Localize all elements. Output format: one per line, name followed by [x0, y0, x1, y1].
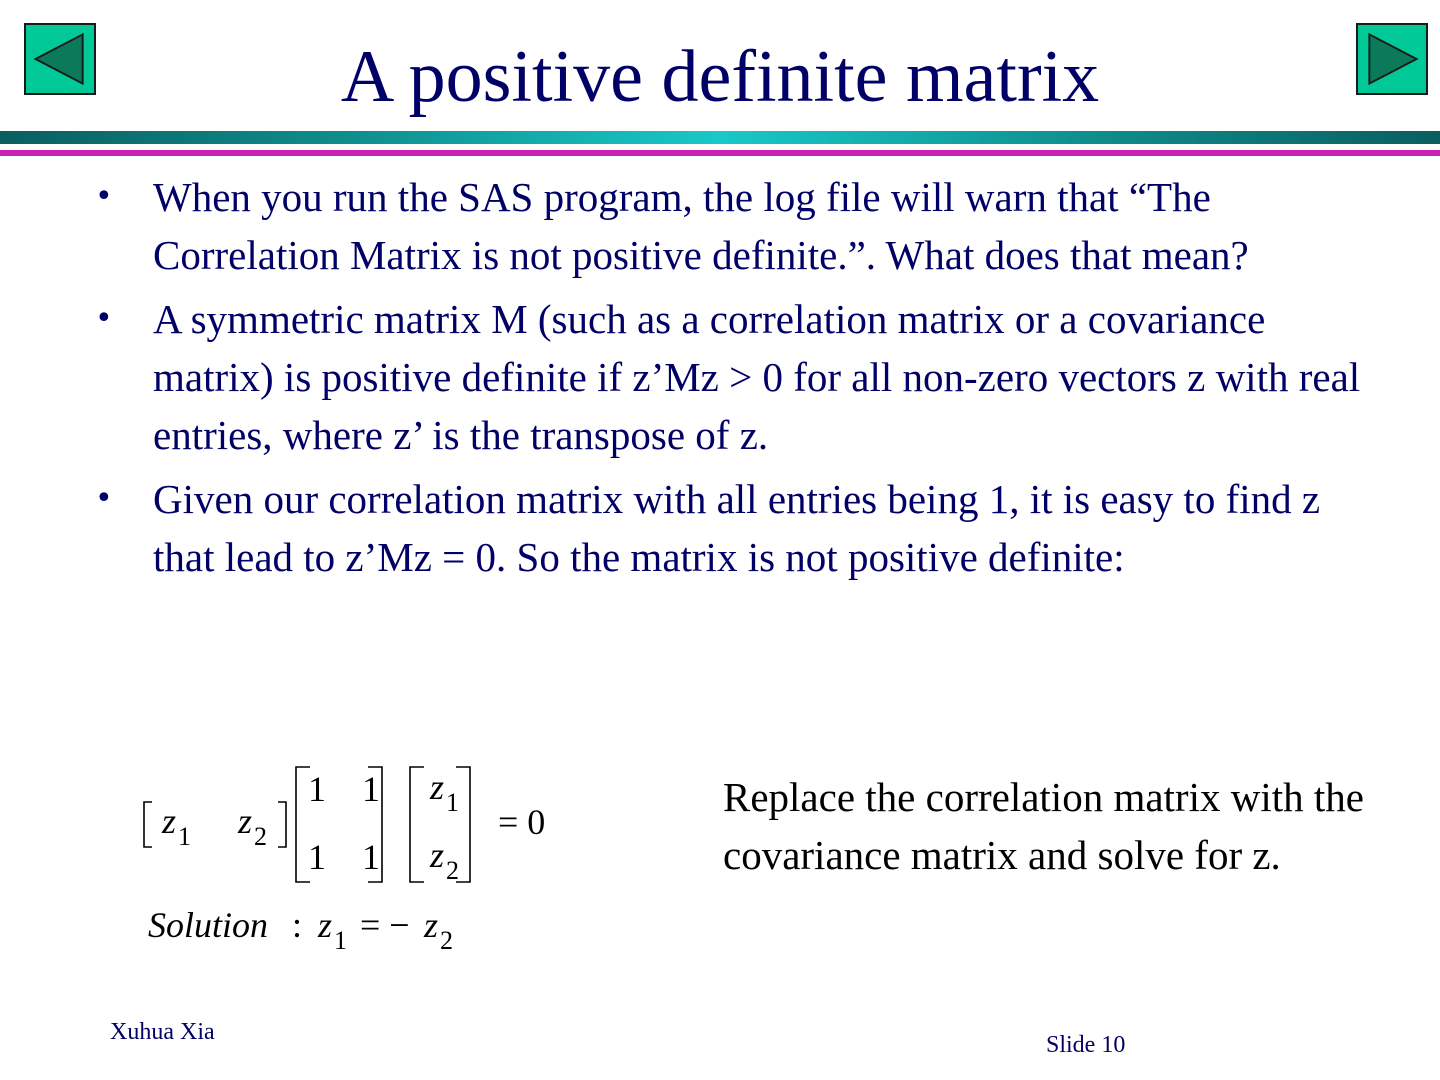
bullet-list: [95, 168, 1385, 592]
col-z2: z: [430, 835, 445, 875]
row-z1: z: [162, 801, 177, 841]
bullet-text: A symmetric matrix M (such as a correlation matrix or a covariance matrix) is positive definite if z’Mz > 0 for all non-zero vectors z with real entries, where z’ is the transpose of z.: [153, 296, 1361, 458]
solution-z1: z: [318, 905, 333, 945]
solution-colon: :: [292, 905, 303, 945]
matrix-entry: 1: [308, 837, 326, 877]
bullet-text: When you run the SAS program, the log file will warn that “The Correlation Matrix is not positive definite.”. What does that mean?: [153, 174, 1249, 278]
bullet-dot-icon: •: [95, 301, 113, 336]
title-divider-magenta: [0, 150, 1440, 156]
solution-z2: z: [424, 905, 439, 945]
col-z1-sub: 1: [446, 788, 459, 817]
solution-z2-sub: 2: [440, 926, 453, 955]
solution-z1-sub: 1: [334, 926, 347, 955]
footer-slide-number: Slide 10: [1046, 1032, 1126, 1058]
side-note: Replace the correlation matrix with the covariance matrix and solve for z.: [723, 774, 1364, 878]
bullet-text: Given our correlation matrix with all entries being 1, it is easy to find z that lead to z’Mz = 0. So the matrix is not positive definite:: [153, 476, 1321, 580]
bullet-dot-icon: •: [95, 179, 113, 214]
equals-zero: = 0: [498, 802, 546, 842]
slide-title: A positive definite matrix: [340, 36, 1100, 118]
footer-author: Xuhua Xia: [110, 1019, 215, 1045]
row-z1-sub: 1: [178, 822, 191, 851]
matrix-entry: 1: [362, 837, 380, 877]
solution-label: Solution: [148, 905, 269, 945]
row-z2: z: [238, 801, 253, 841]
matrix-equation: [140, 755, 570, 965]
solution-equals-minus: = −: [360, 905, 410, 945]
col-z1: z: [430, 767, 445, 807]
bullet-dot-icon: •: [95, 481, 113, 516]
bullet-item: [95, 290, 1385, 464]
matrix-entry: 1: [362, 769, 380, 809]
title-divider-teal: [0, 131, 1440, 144]
row-z2-sub: 2: [254, 822, 267, 851]
col-z2-sub: 2: [446, 856, 459, 885]
bullet-item: [95, 470, 1385, 586]
matrix-entry: 1: [308, 769, 326, 809]
bullet-item: [95, 168, 1385, 284]
